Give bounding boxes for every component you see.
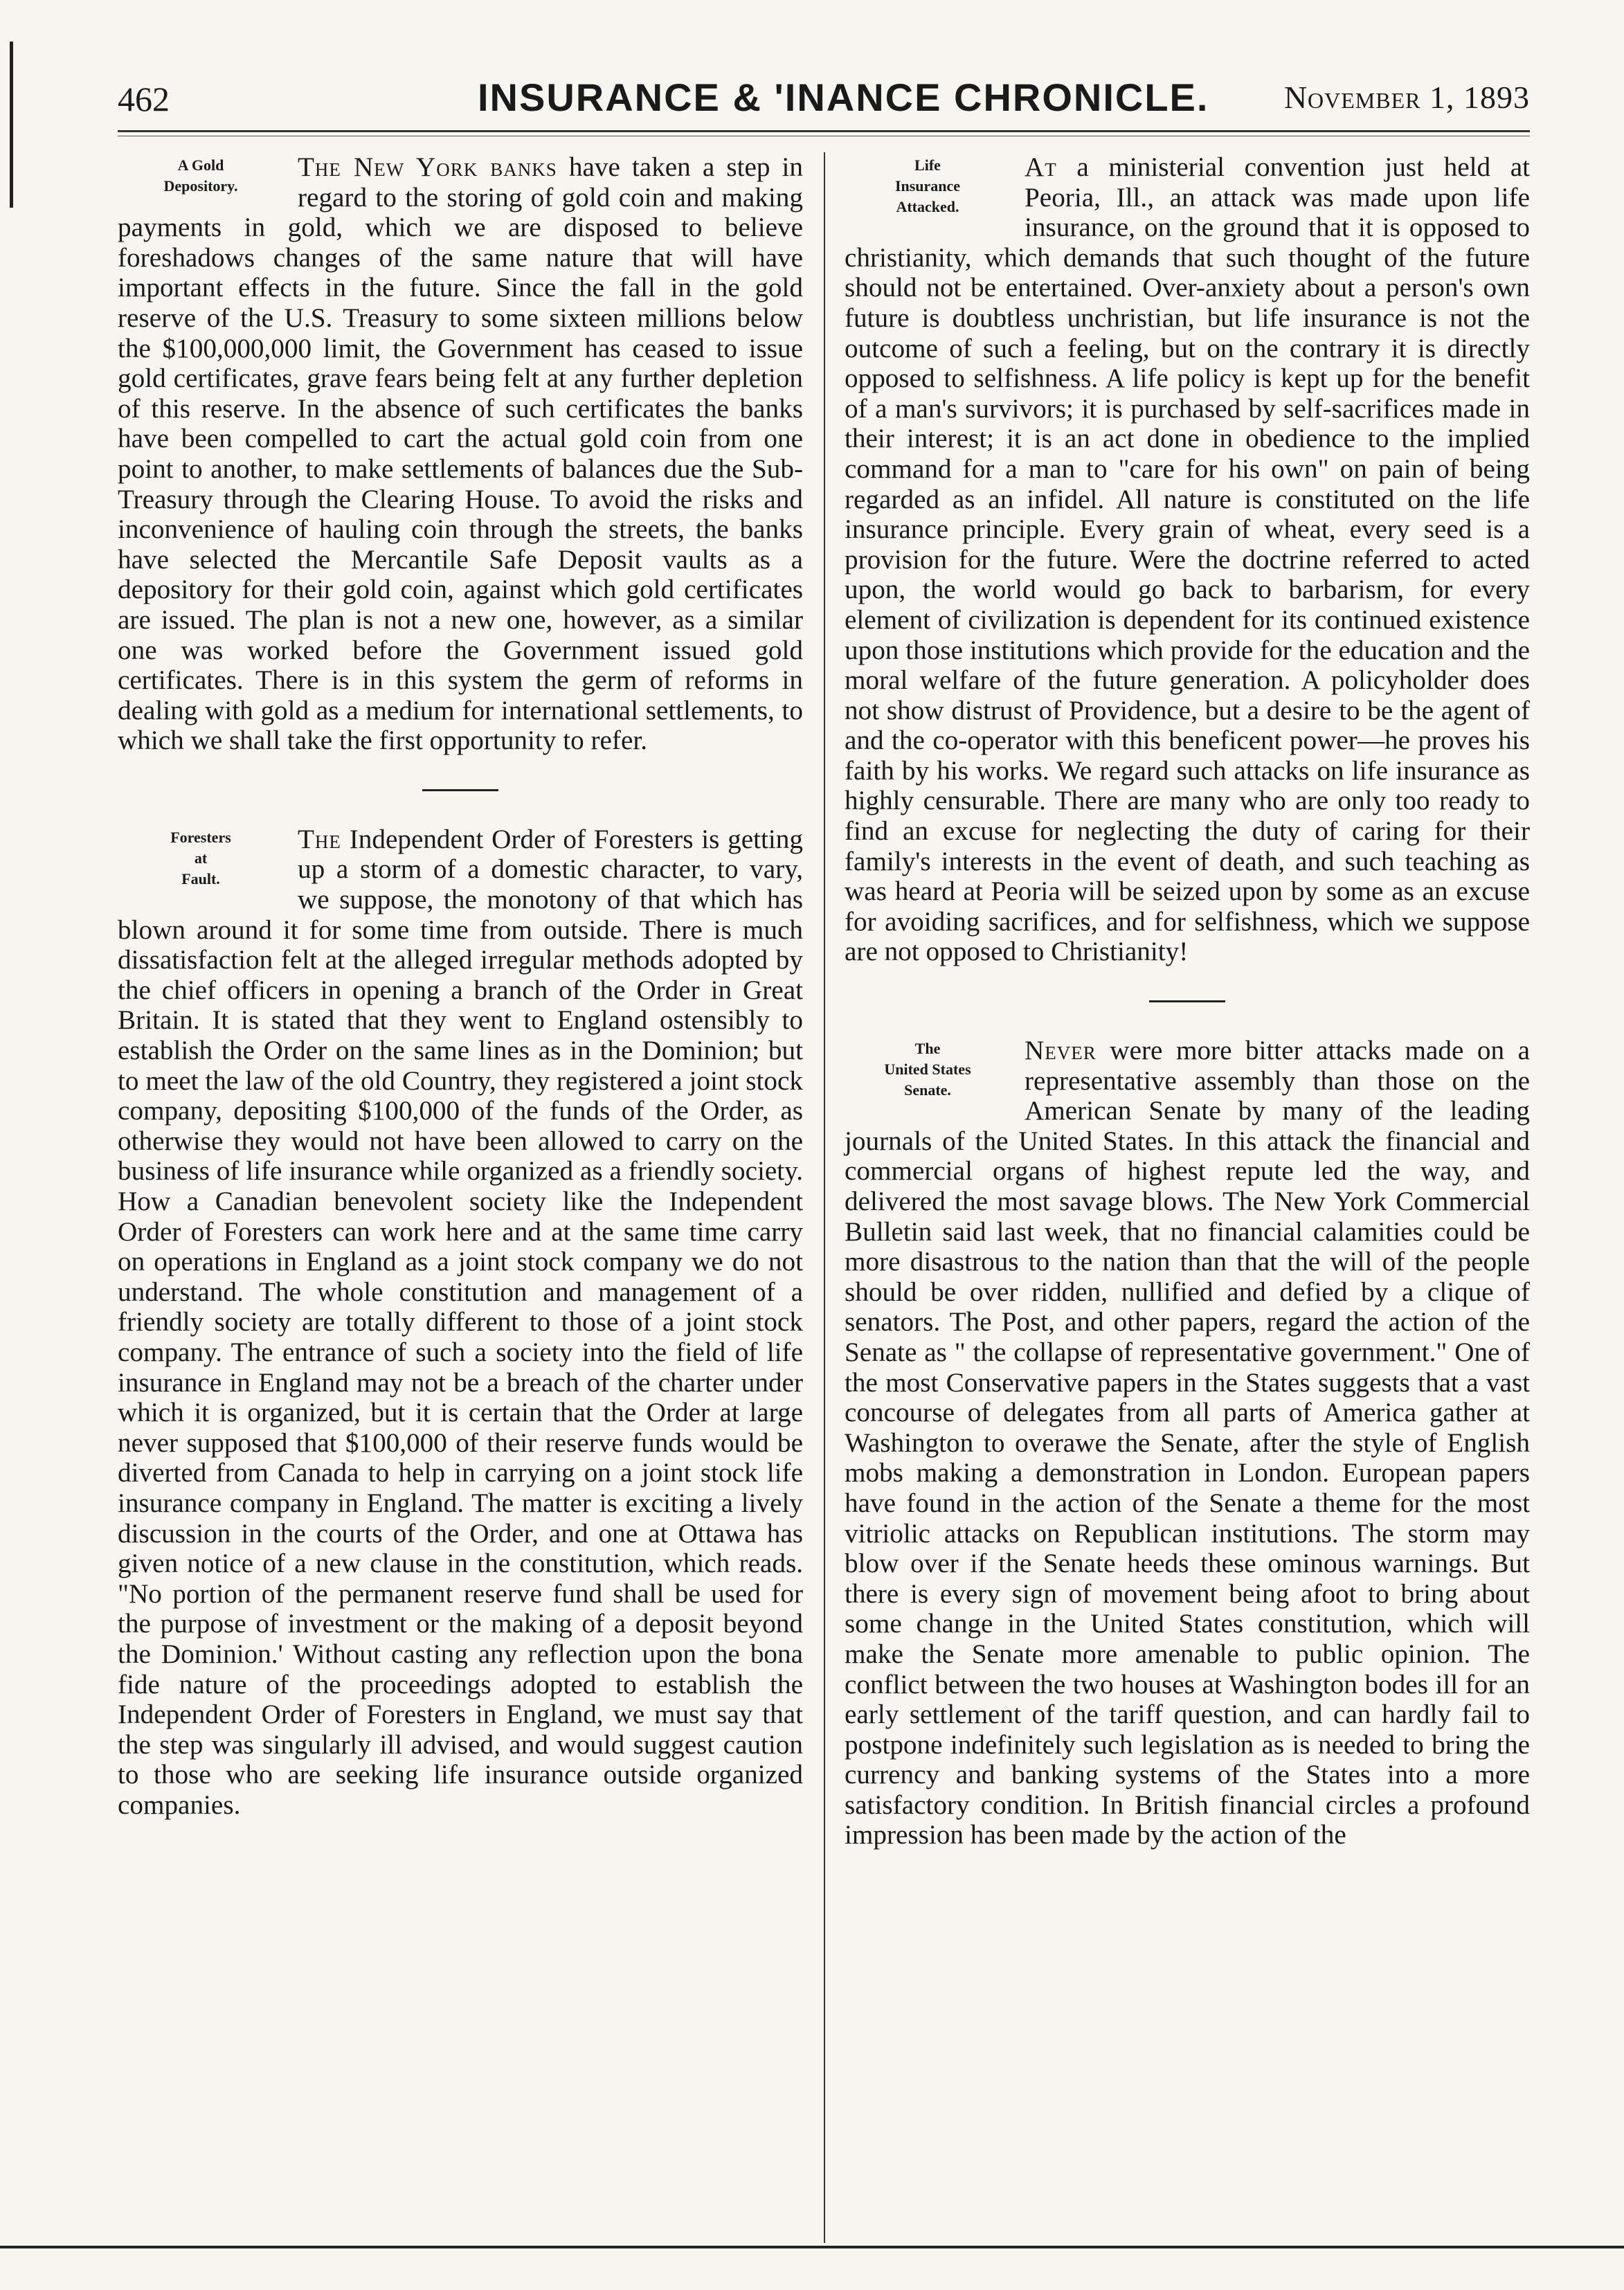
bottom-rule: [0, 2246, 1624, 2248]
newspaper-page: [118, 69, 1530, 2243]
article-lead: The New York banks: [298, 152, 557, 182]
page-header: [118, 69, 1530, 152]
side-heading: Foresters at Fault.: [170, 828, 231, 887]
article-body: Independent Order of Foresters is getting up a storm of a domestic character, to vary, we suppose, the monotony of that which has blown around it for some time from outside. There is much dissatisfaction felt at the alleged irregular methods adopted by the chief officers in opening a branch of the Order in Great Britain. It is stated that they went to England ostensibly to establish the Order on the same lines as in the Dominion; but to meet the law of the old Country, they registered a joint stock company, depositing $100,000 of the funds of the Order, as otherwise they would not have been allowed to carry on the business of life insurance while organized as a friendly society. How a Canadian benevolent society like the Independent Order of Foresters can work here and at the same time carry on operations in England as a joint stock company we do not understand. The whole constitution and management of a friendly society are totally different to those of a joint stock company. The entrance of such a society into the field of life insurance in England may not be a breach of the charter under which it is organized, but it is certain that the Order at large never supposed that $100,000 of their reserve funds would be diverted from Canada to help in carrying on a joint stock life insurance company in England. The matter is exciting a lively discussion in the courts of the Order, and one at Ottawa has given notice of a new clause in the constitution, which reads. "No portion of the permanent reserve fund shall be used for the purpose of investment or the making of a deposit beyond the Dominion.' Without casting any reflection upon the bona fide nature of the proceedings adopted to establish the Independent Order of Foresters in England, we must say that the step was singularly ill advised, and would suggest caution to those who are seeking life insurance outside organized companies.: [118, 824, 803, 1820]
margin-rule: [10, 42, 13, 208]
article-foresters: [118, 824, 803, 1821]
article-body: a ministerial convention just held at Peoria, Ill., an attack was made upon life insurance, on the ground that it is opposed to christianity, which demands that such thought of the future should not be entertained. Over-anxiety about a person's own future is doubtless unchristian, but life insurance is not the outcome of such a feeling, but on the contrary it is directly opposed to selfishness. A life policy is kept up for the benefit of a man's survivors; it is purchased by self-sacrifices made in their interest; it is an act done in obedience to the implied command for a man to "care for his own" on pain of being regarded as an infidel. All nature is constituted on the life insurance principle. Every grain of wheat, every seed is a provision for the future. Were the doctrine referred to acted upon, the world would go back to barbarism, for every element of civilization is dependent for its continued existence upon those institutions which provide for the education and the moral welfare of the future generation. A policyholder does not show distrust of Providence, but a desire to be the agent of and the co-operator with this beneficent power—he proves his faith by his works. We regard such attacks on life insurance as highly censurable. There are many who are only too ready to find an excuse for neglecting the duty of caring for their family's interests in the event of death, and such teaching as was heard at Peoria will be seized upon by some as an excuse for avoiding sacrifices, and for selfishness, which we suppose are not opposed to Christianity!: [845, 152, 1530, 967]
right-column: [845, 152, 1530, 1884]
article-lead: Never: [1025, 1036, 1097, 1066]
article-senate: [845, 1036, 1530, 1850]
article-life-insurance: [845, 152, 1530, 967]
article-lead: At: [1025, 152, 1057, 182]
left-column: [118, 152, 803, 1853]
columns: [118, 152, 1530, 2243]
article-separator: [422, 789, 498, 791]
issue-date: November 1, 1893: [1283, 80, 1530, 115]
article-body: were more bitter attacks made on a representative assembly than those on the American Senate by many of the leading journals of the United States. In this attack the financial and commercial organs of highest repute led the way, and delivered the most savage blows. The New York Commercial Bulletin said last week, that no financial calamities could be more disastrous to the nation than that the will of the people should be over ridden, nullified and defied by a clique of senators. The Post, and other papers, regard the action of the Senate as " the collapse of representative government." One of the most Conservative papers in the States suggests that a vast concourse of delegates from all parts of America gather at Washington to overawe the Senate, after the style of English mobs making a demonstration in London. European papers have found in the action of the Senate a theme for the most vitriolic attacks on Republican institutions. The storm may blow over if the Senate heeds these ominous warnings. But there is every sign of movement being afoot to bring about some change in the United States constitution, which will make the Senate more amenable to public opinion. The conflict between the two houses at Washington bodes ill for an early settlement of the tariff question, and can hardly fail to postpone indefinitely such legislation as is needed to bring the currency and banking systems of the States into a more satisfactory condition. In British financial circles a profound impression has been made by the action of the: [845, 1036, 1530, 1850]
article-lead: The: [298, 824, 341, 854]
article-gold-depository: [118, 152, 803, 756]
article-separator: [1149, 1000, 1225, 1002]
side-heading: Life Insurance Attacked.: [894, 156, 961, 215]
side-heading: A Gold Depository.: [163, 156, 238, 195]
page-number: 462: [118, 80, 170, 118]
article-body: have taken a step in regard to the storing of gold coin and making payments in gold, which we are disposed to believe foreshadows changes of the same nature that will have important effects in the future. Since the fall in the gold reserve of the U.S. Treasury to some sixteen millions below the $100,000,000 limit, the Government has ceased to issue gold certificates, grave fears being felt at any further depletion of this reserve. In the absence of such certificates the banks have been compelled to cart the actual gold coin from one point to another, to make settlements of balances due the Sub-Treasury through the Clearing House. To avoid the risks and inconvenience of hauling coin through the streets, the banks have selected the Mercantile Safe Deposit vaults as a depository for their gold coin, against which gold certificates are issued. The plan is not a new one, however, as a similar one was worked before the Government issued gold certificates. There is in this system the germ of reforms in dealing with gold as a medium for international settlements, to which we shall take the first opportunity to refer.: [118, 152, 803, 756]
column-divider: [824, 152, 825, 2243]
side-heading: The United States Senate.: [884, 1040, 971, 1099]
header-rule: [118, 130, 1530, 132]
journal-title: INSURANCE & 'INANCE CHRONICLE.: [478, 75, 1209, 119]
